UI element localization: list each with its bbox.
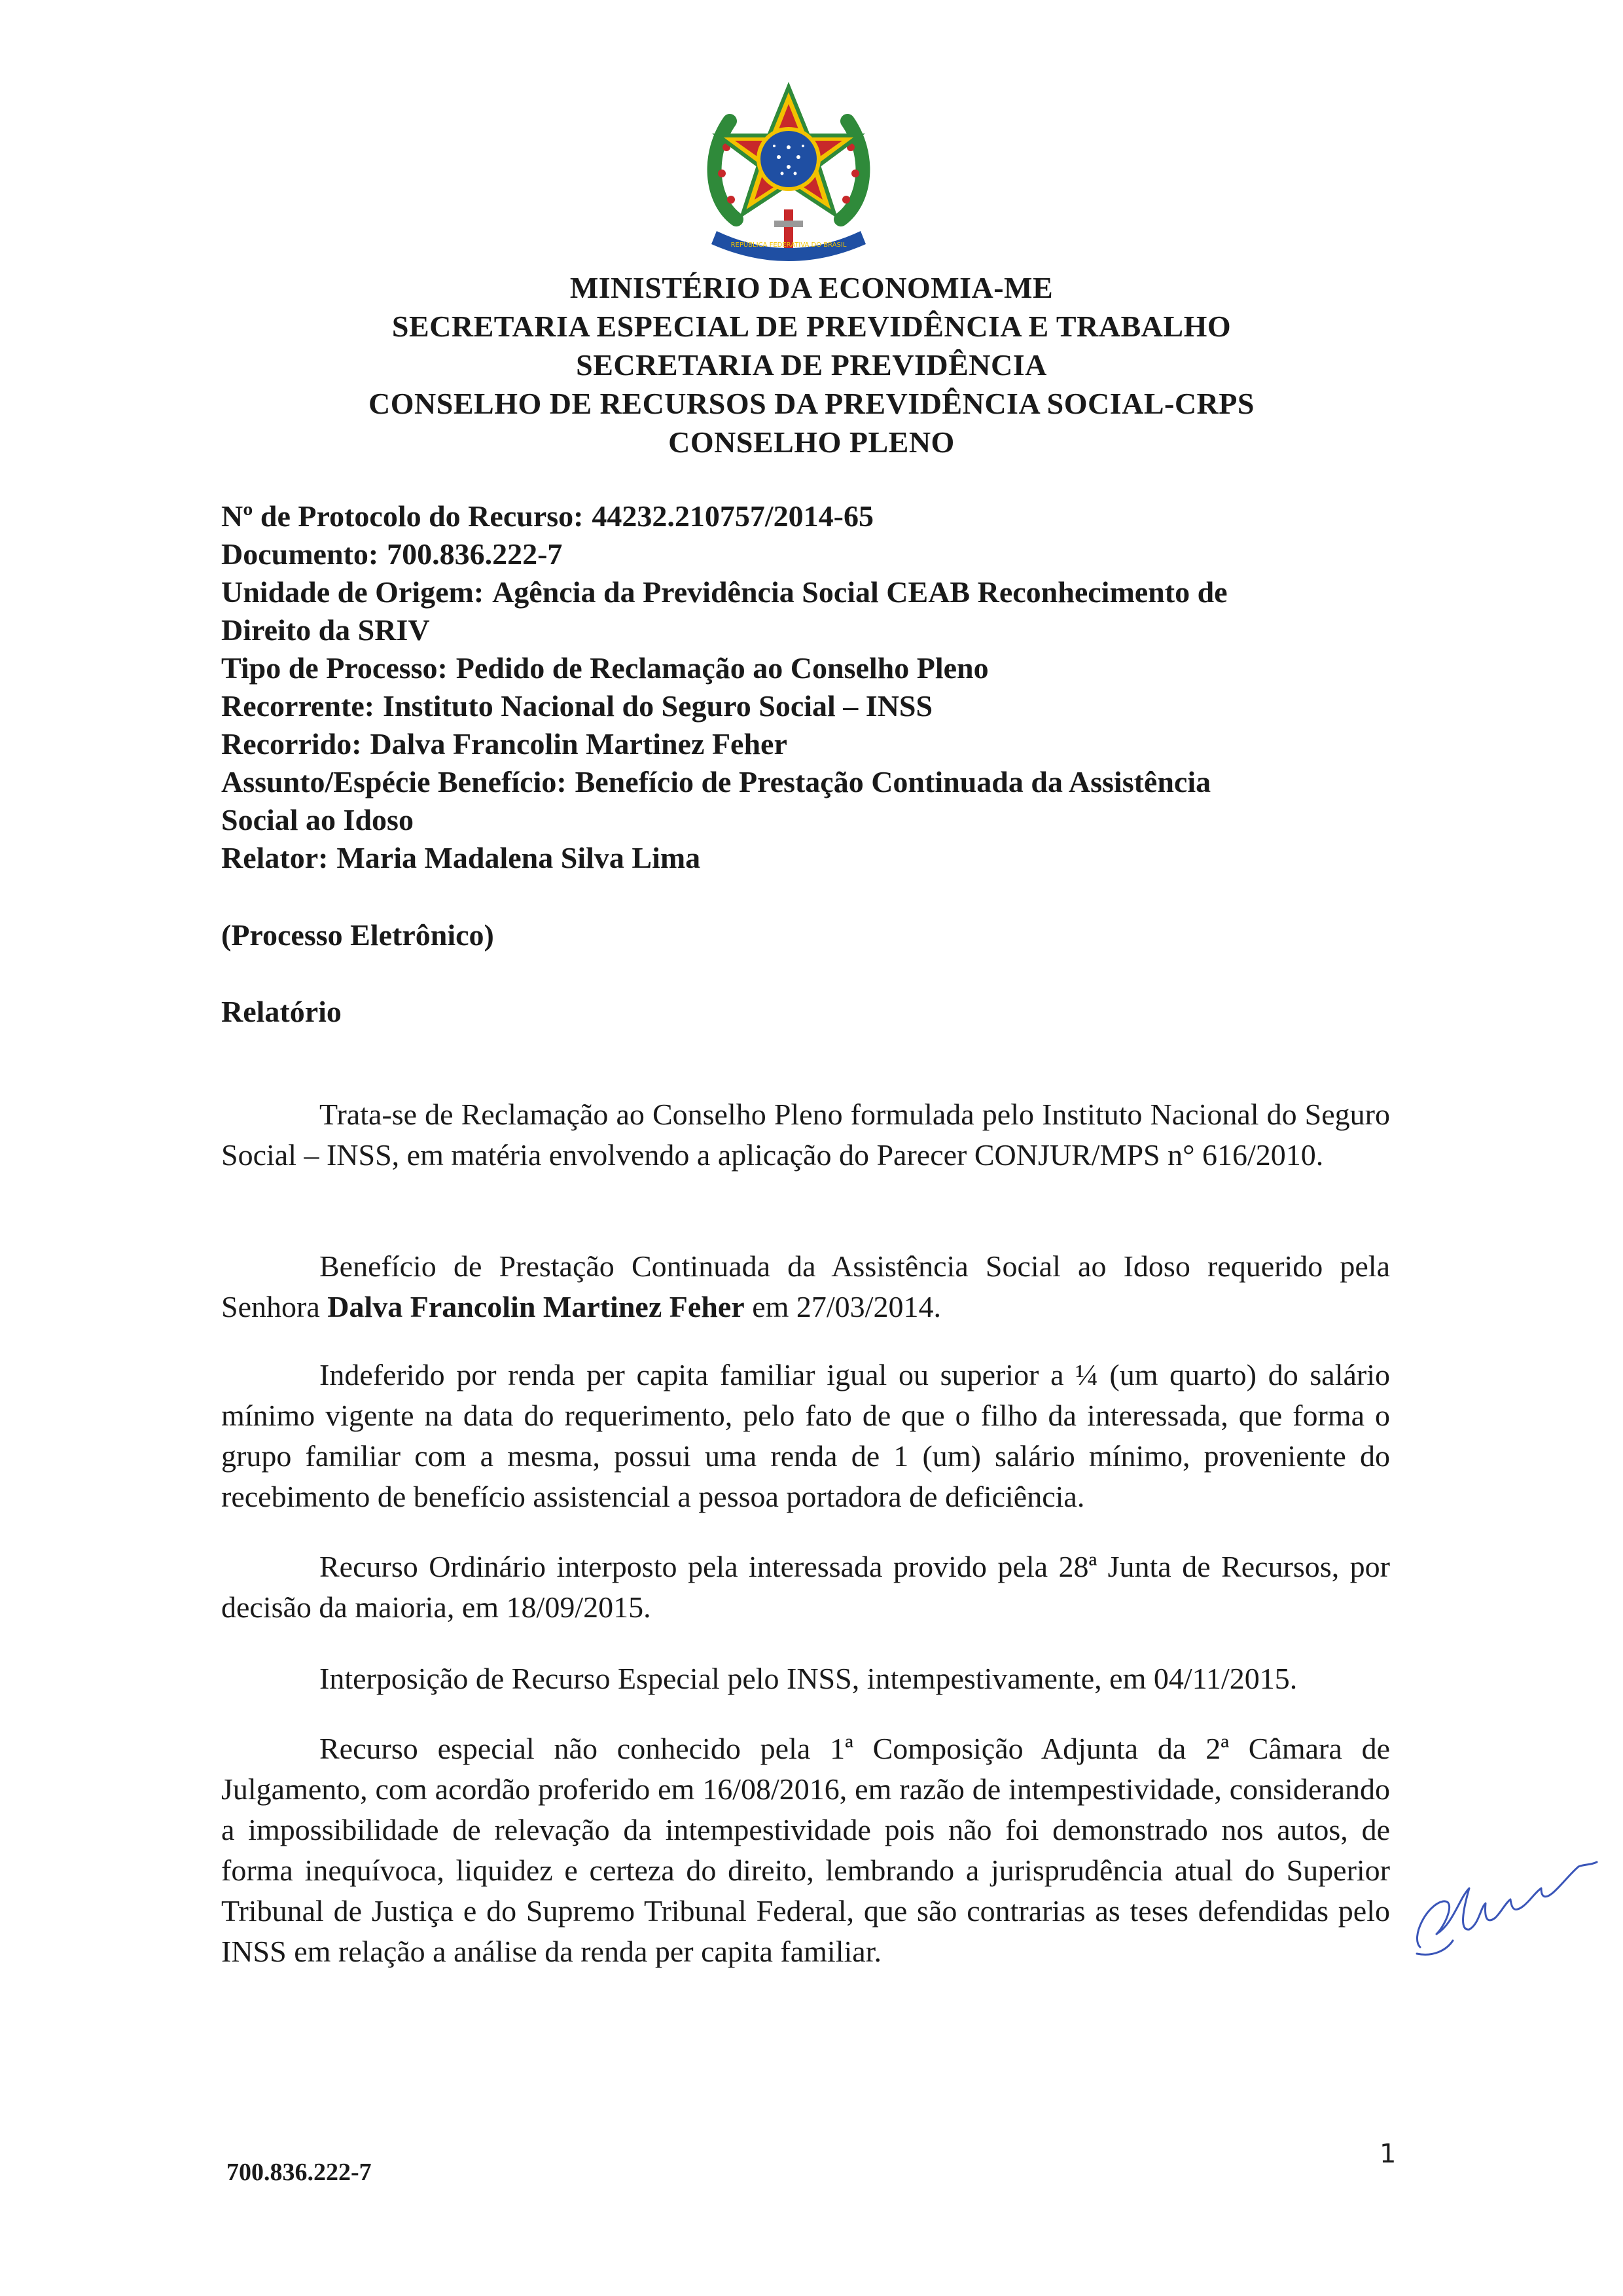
recorrente-value: Instituto Nacional do Seguro Social – INSS	[383, 689, 933, 723]
paragraph-6-text: Recurso especial não conhecido pela 1ª Composição Adjunta da 2ª Câmara de Julgamento, com acordão proferido em 16/08/2016, em razão de intempestividade, considerando a impossibilidade de relevação da intempestividade pois não foi demonstrado nos autos, de forma inequívoca, liquidez e certeza do direito, lembrando a jurisprudência atual do Superior Tribunal de Justiça e do Supremo Tribunal Federal, que são contrarias as teses defendidas pelo INSS em relação a análise da renda per capita familiar.	[221, 1732, 1390, 1968]
paragraph-6	[221, 1729, 1390, 1972]
protocolo-value: 44232.210757/2014-65	[592, 499, 874, 533]
paragraph-2-text-b: em 27/03/2014.	[752, 1290, 941, 1323]
footer-page-number: 1	[1380, 2139, 1397, 2169]
paragraph-4	[221, 1547, 1390, 1628]
meta-protocolo	[221, 497, 1399, 535]
document-header	[0, 268, 1623, 461]
processo-eletronico: (Processo Eletrônico)	[221, 918, 494, 952]
brazil-coat-of-arms-icon	[690, 75, 887, 265]
paragraph-3	[221, 1355, 1390, 1517]
header-line-secretaria-especial: SECRETARIA ESPECIAL DE PREVIDÊNCIA E TRABALHO	[391, 310, 1232, 343]
documento-value: 700.836.222-7	[387, 537, 563, 571]
recorrente-label: Recorrente:	[221, 689, 375, 723]
paragraph-2-name: Dalva Francolin Martinez Feher	[327, 1290, 745, 1323]
documento-label: Documento:	[221, 537, 379, 571]
paragraph-5-text: Interposição de Recurso Especial pelo INSS, intempestivamente, em 04/11/2015.	[319, 1662, 1298, 1695]
meta-relator	[221, 839, 1399, 877]
header-line-ministerio: MINISTÉRIO DA ECONOMIA-ME	[569, 271, 1054, 304]
relator-label: Relator:	[221, 841, 329, 874]
meta-tipo	[221, 649, 1399, 687]
tipo-label: Tipo de Processo:	[221, 651, 448, 685]
section-title-relatorio: Relatório	[221, 995, 342, 1028]
recorrido-value: Dalva Francolin Martinez Feher	[370, 727, 787, 761]
paragraph-5	[221, 1659, 1390, 1699]
paragraph-4-text: Recurso Ordinário interposto pela interessada provido pela 28ª Junta de Recursos, por decisão da maioria, em 18/09/2015.	[221, 1550, 1390, 1624]
meta-unidade	[221, 573, 1399, 611]
relator-value: Maria Madalena Silva Lima	[336, 841, 701, 874]
paragraph-1-text: Trata-se de Reclamação ao Conselho Pleno formulada pelo Instituto Nacional do Seguro Social – INSS, em matéria envolvendo a aplicação do Parecer CONJUR/MPS n° 616/2010.	[221, 1098, 1390, 1172]
unidade-value-1: Agência da Previdência Social CEAB Reconhecimento de	[492, 575, 1228, 609]
meta-recorrido	[221, 725, 1399, 763]
recorrido-label: Recorrido:	[221, 727, 362, 761]
meta-assunto	[221, 763, 1399, 801]
meta-assunto-cont: Social ao Idoso	[221, 803, 414, 836]
header-line-conselho-pleno: CONSELHO PLENO	[668, 425, 955, 459]
meta-documento	[221, 535, 1399, 573]
protocolo-label: Nº de Protocolo do Recurso:	[221, 499, 584, 533]
paragraph-1	[221, 1094, 1390, 1175]
process-metadata	[221, 497, 1399, 877]
assunto-label: Assunto/Espécie Benefício:	[221, 765, 567, 798]
paragraph-3-text: Indeferido por renda per capita familiar igual ou superior a ¼ (um quarto) do salário mínimo vigente na data do requerimento, pelo fato de que o filho da interessada, que forma o grupo familiar com a mesma, possui uma renda de 1 (um) salário mínimo, proveniente do recebimento de benefício assistencial a pessoa portadora de deficiência.	[221, 1358, 1390, 1513]
footer-document-number: 700.836.222-7	[226, 2159, 372, 2186]
meta-unidade-cont: Direito da SRIV	[221, 613, 430, 647]
paragraph-2-text-a: Benefício de Prestação Continuada da Assistência Social ao Idoso requerido pela Senhora	[221, 1249, 1390, 1323]
header-line-conselho-recursos: CONSELHO DE RECURSOS DA PREVIDÊNCIA SOCIAL-CRPS	[368, 387, 1255, 420]
handwritten-signature	[1407, 1826, 1603, 1977]
meta-recorrente	[221, 687, 1399, 725]
crest-motto: REPÚBLICA FEDERATIVA DO BRASIL	[730, 242, 847, 249]
header-line-secretaria-previdencia: SECRETARIA DE PREVIDÊNCIA	[576, 348, 1047, 382]
paragraph-2	[221, 1246, 1390, 1327]
assunto-value-1: Benefício de Prestação Continuada da Assistência	[575, 765, 1211, 798]
tipo-value: Pedido de Reclamação ao Conselho Pleno	[455, 651, 989, 685]
unidade-label: Unidade de Origem:	[221, 575, 484, 609]
